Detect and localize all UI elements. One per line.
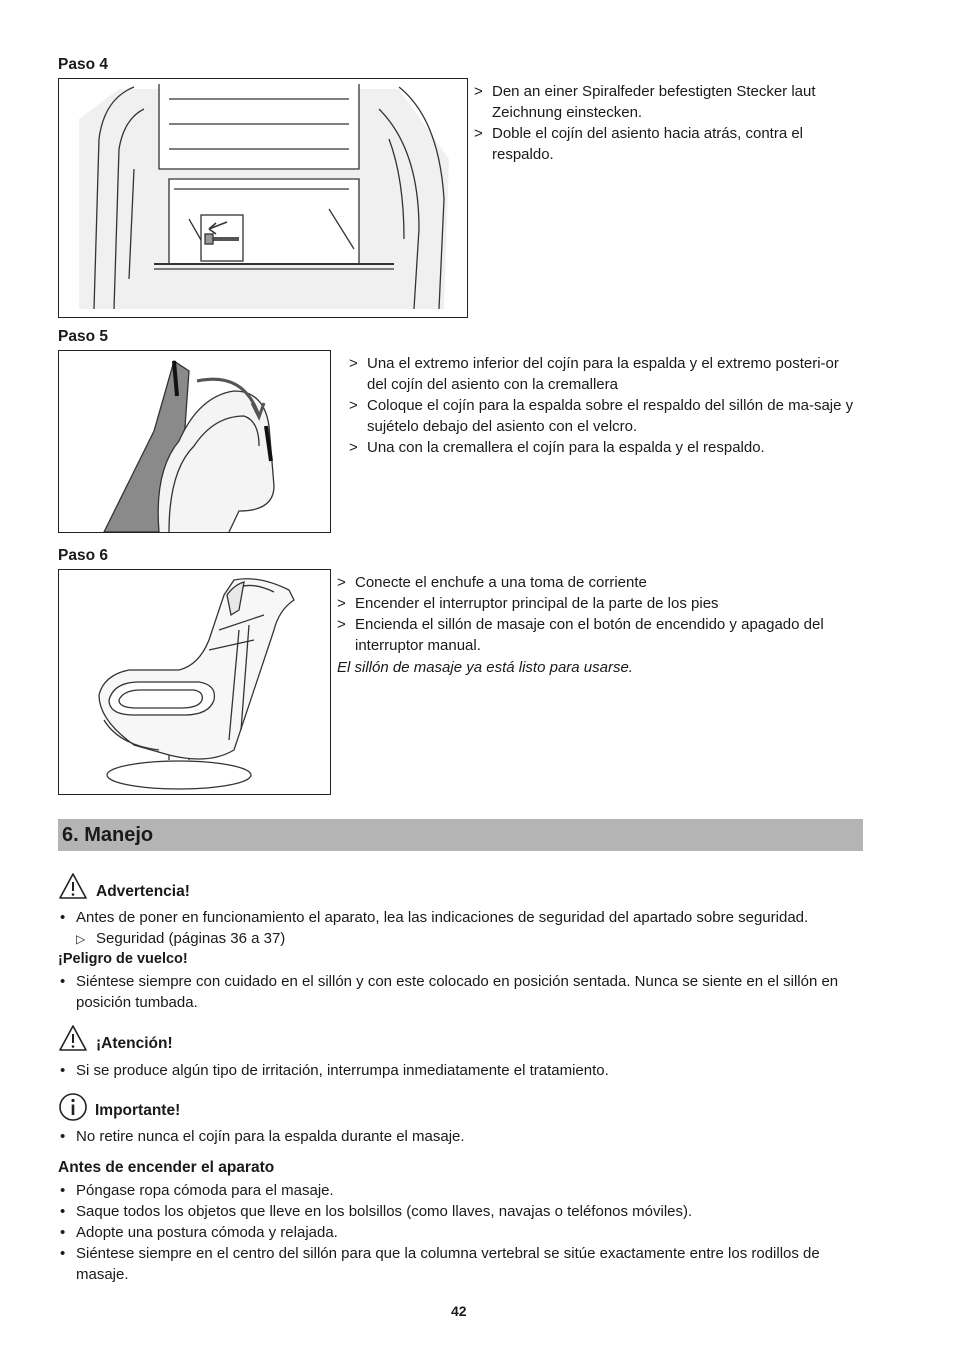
list-item: • Antes de poner en funcionamiento el aparato, lea las indicaciones de seguridad del apartado sobre seguridad.	[60, 909, 809, 926]
list-item: • Adopte una postura cómoda y relajada.	[60, 1224, 338, 1241]
list-item: • No retire nunca el cojín para la espalda durante el masaje.	[60, 1128, 465, 1145]
list-item: > Den an einer Spiralfeder befestigten Stecker laut Zeichnung einstecken.	[474, 83, 816, 121]
list-item: > Conecte el enchufe a una toma de corriente	[337, 574, 647, 591]
list-item: • Siéntese siempre con cuidado en el sillón y con este colocado en posición sentada. Nunca se siente en el sillón en posición tumbada.	[60, 973, 839, 1011]
step-6-ready-note: El sillón de masaje ya está listo para usarse.	[337, 659, 633, 676]
info-icon	[58, 1092, 88, 1126]
list-item: > Una el extremo inferior del cojín para la espalda y el extremo posteri-or del cojín del asiento con la cremallera	[349, 355, 839, 393]
list-item: • Siéntese siempre en el centro del sillón para que la columna vertebral se sitúe exactamente entre los rodillos de masaje.	[60, 1245, 820, 1283]
step-4-illustration	[58, 78, 468, 318]
list-item: • Si se produce algún tipo de irritación, interrumpa inmediatamente el tratamiento.	[60, 1062, 609, 1079]
step-5-illustration	[58, 350, 331, 533]
importante-list	[58, 1126, 863, 1147]
step-5-title: Paso 5	[58, 328, 108, 345]
step-6-illustration	[58, 569, 331, 795]
list-item: > Doble el cojín del asiento hacia atrás, contra el respaldo.	[474, 125, 804, 163]
atencion-heading: ¡Atención!	[96, 1035, 173, 1052]
antes-heading: Antes de encender el aparato	[58, 1159, 275, 1176]
step-4-title: Paso 4	[58, 56, 108, 73]
reference-arrow-icon: ▷	[76, 932, 86, 946]
safety-reference: ▷ Seguridad (páginas 36 a 37)	[76, 928, 285, 950]
atencion-list	[58, 1060, 863, 1081]
step-6-instructions	[337, 572, 862, 656]
list-item: • Saque todos los objetos que lleve en los bolsillos (como llaves, navajas o teléfonos móviles).	[60, 1203, 693, 1220]
advertencia-heading: Advertencia!	[96, 883, 190, 900]
importante-heading: Importante!	[95, 1102, 181, 1119]
antes-list	[58, 1180, 858, 1285]
section-header-manejo	[58, 819, 863, 851]
warning-triangle-icon	[58, 872, 88, 904]
advertencia-list	[58, 907, 863, 928]
step-6-title: Paso 6	[58, 547, 108, 564]
list-item: > Una con la cremallera el cojín para la espalda y el respaldo.	[349, 439, 765, 456]
peligro-list	[58, 971, 858, 1013]
peligro-subheading: ¡Peligro de vuelco!	[58, 951, 188, 967]
section-title: 6. Manejo	[62, 824, 154, 846]
warning-triangle-icon	[58, 1024, 88, 1056]
page-number: 42	[451, 1303, 467, 1319]
step-4-instructions	[474, 81, 854, 165]
list-item: • Póngase ropa cómoda para el masaje.	[60, 1182, 334, 1199]
list-item: > Coloque el cojín para la espalda sobre el respaldo del sillón de ma-saje y sujételo debajo del asiento con el velcro.	[349, 397, 854, 435]
list-item: > Encender el interruptor principal de la parte de los pies	[337, 595, 719, 612]
list-item: > Encienda el sillón de masaje con el botón de encendido y apagado del interruptor manual.	[337, 616, 824, 654]
step-5-instructions	[349, 353, 859, 458]
